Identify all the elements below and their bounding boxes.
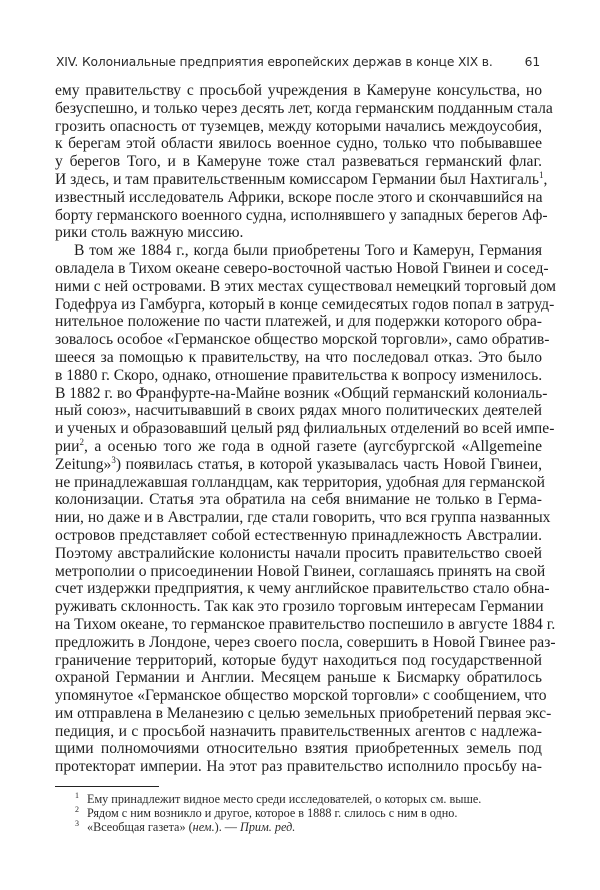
- line-text: предложить в Лондоне, через своего посла, совершить в Новой Гвинее раз-: [55, 633, 556, 651]
- text-line: [55, 633, 556, 652]
- line-text: безуспешно, и только через десять лет, когда германским подданным стала: [55, 99, 553, 117]
- text-line: [55, 740, 542, 758]
- text-line: [55, 153, 542, 171]
- text-line: [55, 704, 552, 723]
- line-text: не принадлежавшая голландцам, как территория, удобная для германской: [55, 473, 545, 491]
- text-line: [55, 313, 542, 331]
- text-line: [55, 384, 548, 403]
- footnote-italic: Прим. ред.: [240, 820, 296, 835]
- line-text: рии: [55, 437, 80, 455]
- footnote-ref[interactable]: 3: [111, 454, 116, 465]
- line-text: ,: [543, 170, 548, 188]
- line-text: зовалось особое «Германское общество морской торговли», само обратив-: [55, 331, 550, 349]
- line-text: шееся за помощью к правительству, на что последовал отказ. Это было: [55, 348, 542, 366]
- line-text: и ученых и образовавший целый ряд филиальных отделений во всей импе-: [55, 420, 555, 438]
- line-text: Zeitung»: [55, 455, 112, 473]
- line-text: Годефруа из Гамбурга, который в конце семидесятых годов попал в затруд-: [55, 295, 555, 313]
- footnote-text: [87, 820, 295, 834]
- text-line: [55, 224, 542, 242]
- text-line: [55, 169, 548, 189]
- text-line: [55, 206, 548, 225]
- footnotes: [55, 792, 542, 835]
- line-text: , а осенью того же года в одной газете (аугсбургской «Allgemeine: [84, 437, 542, 455]
- line-text: Поэтому австралийские колонисты начали просить правительство своей: [55, 544, 542, 562]
- line-text: известный исследователь Африки, вскоре после этого и скончавшийся на: [55, 188, 543, 206]
- footnote-text: Рядом с ним возникло и другое, которое в 1888 г. слилось с ним в одно.: [87, 806, 458, 821]
- line-text: на Тихом океане, то германское правительство поспешило в августе 1884 г.: [55, 615, 556, 633]
- text-line: [55, 82, 542, 100]
- line-text: граничение территорий, которые будут находиться под государственной: [55, 651, 542, 669]
- text-line: [55, 438, 542, 456]
- line-text: у берегов Того, и в Камеруне тоже стал развеваться германский флаг.: [55, 153, 542, 171]
- page-number: 61: [524, 55, 540, 69]
- running-title: XIV. Колониальные предприятия европейских держав в конце XIX в.: [56, 55, 493, 69]
- line-text: щими полномочиями относительно взятия приобретенных земель под: [55, 740, 542, 758]
- line-text: метрополии о присоединении Новой Гвинеи, соглашаясь принять на свой: [55, 562, 546, 580]
- text-line: [55, 242, 542, 260]
- line-text: протекторат империи. На этот раз правительство исполнило просьбу на-: [55, 758, 542, 776]
- text-line: [55, 669, 542, 687]
- text-line: [55, 580, 550, 598]
- text-line: [55, 367, 542, 385]
- line-text: охраной Германии и Англии. Месяцем раньше к Бисмарку обратилось: [55, 669, 542, 687]
- text-line: [55, 420, 555, 438]
- footnote-1: [55, 792, 542, 806]
- line-text: ними с ней островами. В этих местах существовал немецкий торговый дом: [55, 277, 556, 295]
- line-text: грозить опасность от туземцев, между которыми начались междоусобия,: [55, 117, 542, 135]
- footnote-text-part: ). —: [214, 820, 241, 835]
- line-text: упомянутое «Германское общество морской торговли» с сообщением, что: [55, 687, 547, 705]
- line-text: к берегам этой области явилось военное судно, только что побывавшее: [55, 135, 542, 153]
- body-text: [55, 82, 556, 776]
- line-text: ) появилась статья, в которой указывалась часть Новой Гвинеи,: [115, 455, 542, 473]
- footnote-2: [55, 806, 542, 820]
- line-text: нии, но даже и в Австралии, где стали говорить, что вся группа названных: [55, 509, 551, 527]
- text-line: [55, 723, 542, 741]
- text-line: [55, 598, 542, 616]
- text-line: [55, 135, 542, 153]
- text-line: [55, 687, 547, 705]
- line-text: колонизации. Статья эта обратила на себя внимание не только в Герма-: [55, 491, 542, 509]
- text-line: [55, 473, 545, 492]
- text-line: [55, 456, 542, 474]
- text-line: [55, 99, 553, 118]
- footnote-ref[interactable]: 1: [538, 169, 544, 180]
- line-text: В 1882 г. во Франфурте-на-Майне возник «Общий германский колониаль-: [55, 384, 548, 402]
- running-header: [56, 52, 542, 72]
- footnote-number: 2: [75, 805, 79, 815]
- line-text: островов представляет собой естественную принадлежность Австралии.: [55, 526, 542, 544]
- line-text: борту германского военного судна, исполнявшего у западных берегов Аф-: [55, 206, 548, 224]
- text-line: [55, 615, 556, 634]
- line-text: нительное положение по части платежей, и для подержки которого обра-: [55, 313, 542, 331]
- text-line: [55, 259, 549, 278]
- text-line: [55, 118, 542, 136]
- line-text: рики столь важную миссию.: [55, 224, 244, 242]
- text-line: [55, 758, 542, 776]
- footnote-3: [55, 820, 542, 834]
- text-line: [55, 189, 542, 207]
- line-text: в 1880 г. Скоро, однако, отношение правительства к вопросу изменилось.: [55, 366, 543, 384]
- text-line: [55, 527, 542, 545]
- text-line: [55, 562, 546, 581]
- footnote-number: 1: [75, 791, 79, 800]
- text-line: [55, 491, 542, 509]
- line-text: педиция, и с просьбой назначить правительственных агентов с надлежа-: [55, 722, 542, 740]
- text-line: [55, 402, 542, 420]
- text-line: [55, 509, 551, 527]
- footnote-ref[interactable]: 2: [79, 436, 84, 447]
- line-text: ный союз», насчитывавший в своих рядах много политических деятелей: [55, 402, 542, 420]
- line-text: В том же 1884 г., когда были приобретены Того и Камерун, Германия: [74, 242, 542, 260]
- line-text: овладела в Тихом океане северо-восточной частью Новой Гвинеи и сосед-: [55, 259, 549, 277]
- footnote-text-part: «Всеобщая газета» (: [87, 820, 193, 835]
- line-text: руживать склонность. Так как это грозило торговым интересам Германии: [55, 598, 544, 616]
- text-line: [55, 652, 542, 670]
- footnote-separator: [55, 786, 159, 787]
- footnote-text: Ему принадлежит видное место среди исследователей, о которых см. выше.: [87, 792, 482, 806]
- footnote-italic: нем.: [192, 820, 215, 835]
- text-line: [55, 545, 542, 563]
- line-text: им отправлена в Меланезию с целью земельных приобретений первая экс-: [55, 704, 552, 722]
- text-line: [55, 331, 550, 349]
- text-line: [55, 349, 542, 367]
- footnote-number: 3: [75, 819, 79, 829]
- line-text: ему правительству с просьбой учреждения в Камеруне консульства, но: [55, 82, 542, 99]
- line-text: И здесь, и там правительственным комиссаром Германии был Нахтигаль: [55, 170, 539, 188]
- text-line: [55, 277, 556, 296]
- text-line: [55, 295, 555, 314]
- line-text: счет издержки предприятия, к чему английское правительство стало обна-: [55, 580, 550, 598]
